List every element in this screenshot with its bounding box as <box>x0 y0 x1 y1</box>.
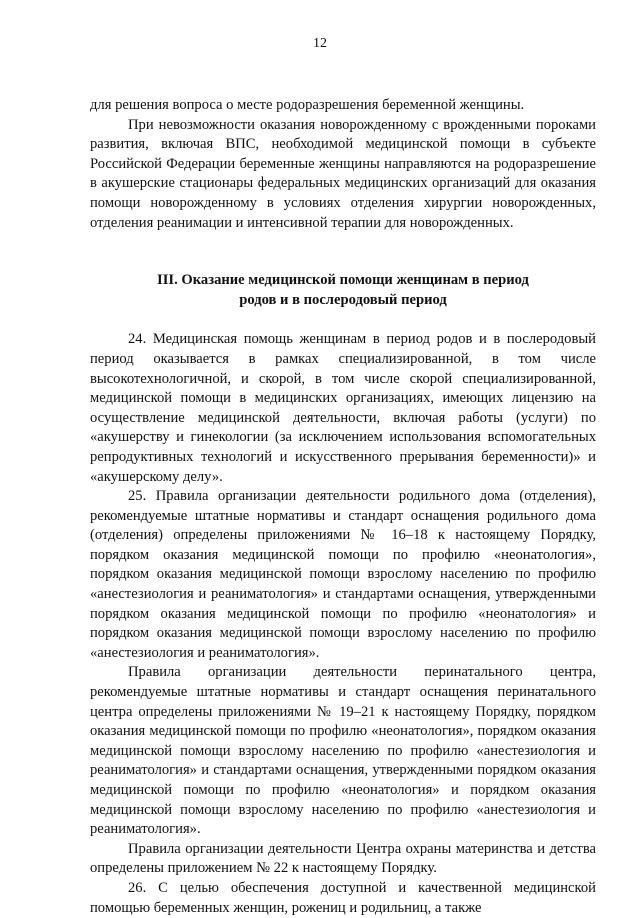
section-heading <box>90 271 596 310</box>
paragraph-perinatal-center: Правила организации деятельности перинатального центра, рекомендуемые штатные нормативы и стандарт оснащения перинатального центра определены приложениями № 19–21 к настоящему Порядку, порядком оказания медицинской помощи по профилю «неонатология», порядком оказания медицинской помощи взрослому населению по профилю «анестезиология и реаниматология» и стандартами оснащения, утвержденными порядком оказания медицинской помощи по профилю «неонатология» и порядком оказания медицинской помощи взрослому населению по профилю «анестезиология и реаниматология». <box>90 664 596 838</box>
section-heading-line-1: III. Оказание медицинской помощи женщинам в период <box>157 272 529 289</box>
section-heading-line-2: родов и в послеродовый период <box>239 291 447 308</box>
paragraph-item-24: 24. Медицинская помощь женщинам в период родов и в послеродовый период оказывается в рамках специализированной, в том числе высокотехнологичной, и скорой, в том числе скорой специализированной, медицинской помощи в медицинских организациях, имеющих лицензию на осуществление медицинской деятельности, включая работы (услуги) по «акушерству и гинекологии (за исключением использования вспомогательных репродуктивных технологий и искусственного прерывания беременности)» и «акушерскому делу». <box>90 331 596 485</box>
paragraph-continuation: для решения вопроса о месте родоразрешения беременной женщины. <box>90 97 525 113</box>
paragraph-item-26: 26. С целью обеспечения доступной и качественной медицинской помощью беременных женщин, рожениц и родильниц, а также <box>90 879 596 916</box>
paragraph-item-25: 25. Правила организации деятельности родильного дома (отделения), рекомендуемые штатные нормативы и стандарт оснащения родильного дома (отделения) определены приложениями № 16–18 к настоящему Порядку, порядком оказания медицинской помощи по профилю «неонатология», порядком оказания медицинской помощи взрослому населению по профилю «анестезиология и реаниматология» и стандартами оснащения, утвержденными порядком оказания медицинской помощи по профилю «неонатология» и порядком оказания медицинской помощи взрослому населению по профилю «анестезиология и реаниматология». <box>90 488 596 661</box>
document-body <box>90 96 596 918</box>
paragraph-maternity-center: Правила организации деятельности Центра охраны материнства и детства определены приложением № 22 к настоящему Порядку. <box>90 840 596 877</box>
page-number: 12 <box>313 36 327 51</box>
paragraph-newborn-referral: При невозможности оказания новорожденному с врожденными пороками развития, включая ВПС, необходимой медицинской помощи в субъекте Российской Федерации беременные женщины направляются на родоразрешение в акушерские стационары федеральных медицинских организаций для оказания помощи новорожденному в условиях отделения хирургии новорожденных, отделения реанимации и интенсивной терапии для новорожденных. <box>90 116 596 231</box>
